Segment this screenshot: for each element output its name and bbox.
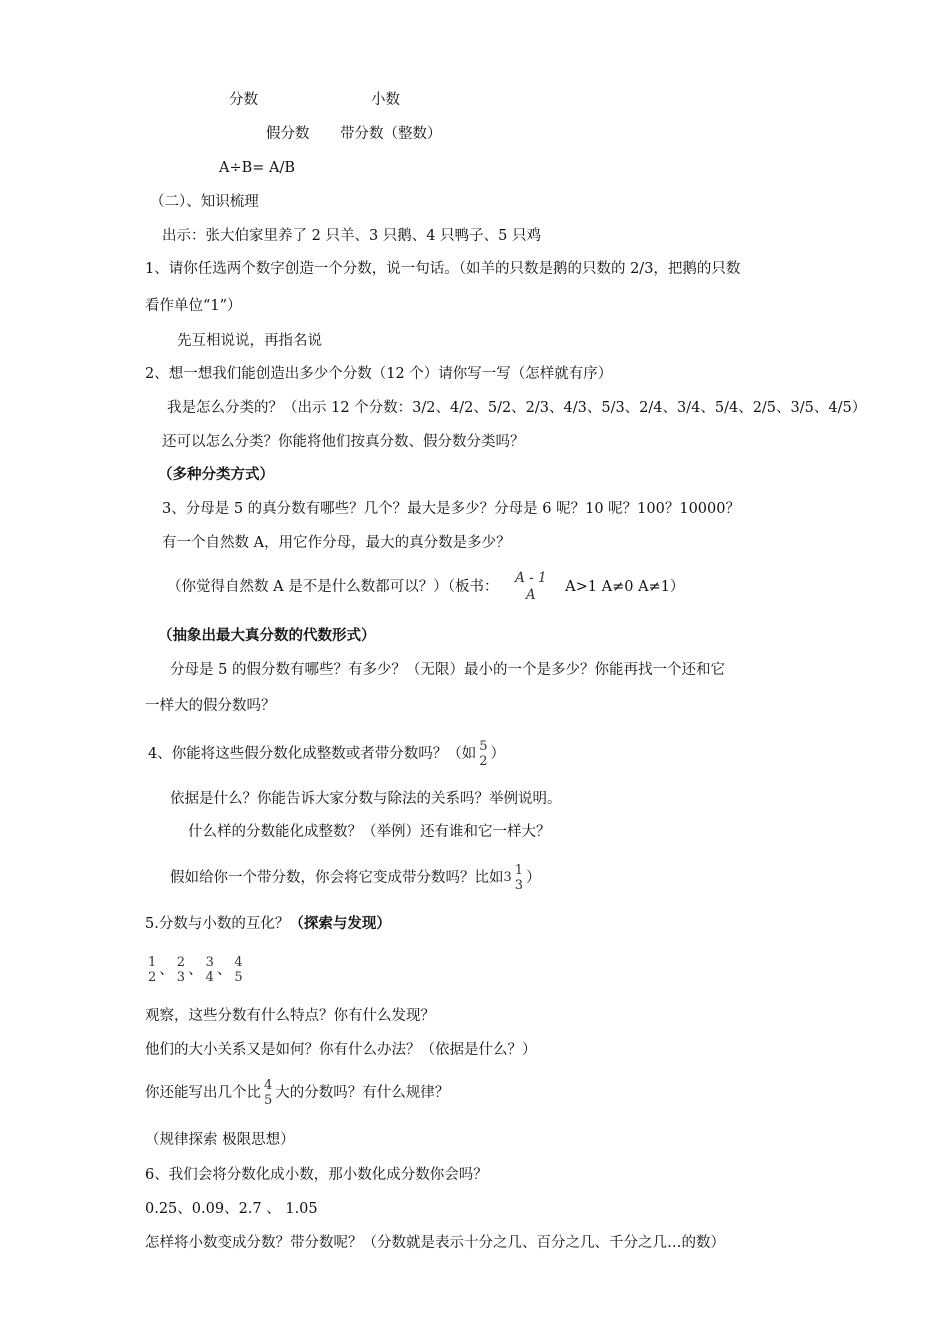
fraction-item-denominator: 4 <box>205 970 214 985</box>
q3-line4: 分母是 5 的假分数有哪些？有多少？（无限）最小的一个是多少？你能再找一个还和它 <box>170 662 725 678</box>
q4-line4-post: ） <box>526 870 541 886</box>
q3-line3-pre: （你觉得自然数 A 是不是什么数都可以？）（板书： <box>167 579 499 595</box>
diagram-decimal: 小数 <box>371 92 400 108</box>
q1-line2: 看作单位“1”） <box>145 298 242 314</box>
q4-line3: 什么样的分数能化成整数？（举例）还有谁和它一样大？ <box>188 824 551 840</box>
algebraic-fraction <box>511 570 550 604</box>
section-title: （二）、知识梳理 <box>150 194 259 210</box>
algebraic-fraction-numerator: A - 1 <box>515 570 547 586</box>
q1-line3: 先互相说说，再指名说 <box>177 333 322 349</box>
q6-line2: 0.25、0.09、2.7 、 1.05 <box>145 1201 318 1217</box>
q6-line3: 怎样将小数变成分数？带分数呢？（分数就是表示十分之几、百分之几、千分之几…的数） <box>145 1235 725 1251</box>
q3-line1: 3、分母是 5 的真分数有哪些？几个？最大是多少？分母是 6 呢？10 呢？100？10000？ <box>162 501 740 517</box>
q4-line2: 依据是什么？你能告诉大家分数与除法的关系吗？举例说明。 <box>170 791 562 807</box>
fraction-item-numerator: 4 <box>234 955 243 970</box>
compare-fraction-numerator: 4 <box>264 1078 273 1093</box>
fraction-item-numerator: 3 <box>205 955 214 970</box>
fraction-item-denominator: 5 <box>234 970 243 985</box>
q5-line3 <box>145 1073 449 1113</box>
mixed-number-fraction <box>513 863 525 893</box>
q5-line2: 他们的大小关系又是如何？你有什么办法？（依据是什么？） <box>145 1042 537 1058</box>
q5-line3-pre: 你还能写出几个比 <box>145 1085 261 1101</box>
q5-line3-post: 大的分数吗？有什么规律？ <box>275 1085 450 1101</box>
q4-line1-post: ） <box>490 746 506 762</box>
compare-fraction-denominator: 5 <box>264 1093 273 1108</box>
mixed-number-numerator: 1 <box>514 863 524 878</box>
algebraic-fraction-denominator: A <box>525 587 536 603</box>
q4-line4-pre: 假如给你一个带分数，你会将它变成带分数吗？比如 <box>170 870 504 886</box>
fraction-item-numerator: 1 <box>148 955 157 970</box>
q2-line1: 2、想一想我们能创造出多少个分数（12 个）请你写一写（怎样就有序） <box>145 366 613 382</box>
q5-fraction-list <box>145 950 246 990</box>
q3-line5: 一样大的假分数吗？ <box>145 698 276 714</box>
fraction-separator: 、 <box>216 962 232 978</box>
fraction-item <box>232 955 244 985</box>
diagram-formula: A÷B= A/B <box>219 160 296 176</box>
fraction-separator: 、 <box>188 962 203 978</box>
fraction-item-denominator: 2 <box>148 970 157 985</box>
q5-title-note: （探索与发现） <box>289 915 391 932</box>
q5-title-pre: 5.分数与小数的互化？ <box>145 916 290 932</box>
q4-line1-pre: 4、你能将这些假分数化成整数或者带分数吗？（如 <box>148 746 477 762</box>
fraction-separator: 、 <box>159 962 174 978</box>
q4-line1 <box>148 734 505 774</box>
diagram-mixed: 带分数（整数） <box>340 126 442 142</box>
compare-fraction <box>262 1078 274 1108</box>
q1-line1: 1、请你任选两个数字创造一个分数，说一句话。（如羊的只数是鹅的只数的 2/3，把鹅的只数 <box>145 261 741 277</box>
q5-note: （规律探索 极限思想） <box>145 1132 295 1148</box>
q6-line1: 6、我们会将分数化成小数，那小数化成分数你会吗？ <box>145 1167 488 1183</box>
fraction-item-numerator: 2 <box>176 955 186 970</box>
q3-line2: 有一个自然数 A，用它作分母，最大的真分数是多少？ <box>162 535 511 551</box>
example-fraction <box>477 739 489 769</box>
example-fraction-denominator: 2 <box>479 754 488 769</box>
diagram-improper: 假分数 <box>266 126 310 142</box>
q4-line4 <box>170 858 541 898</box>
mixed-number-denominator: 3 <box>514 878 524 893</box>
fraction-item <box>175 955 187 985</box>
fraction-item <box>204 955 216 985</box>
q2-line3: 还可以怎么分类？你能将他们按真分数、假分数分类吗？ <box>162 434 525 450</box>
fraction-item <box>146 955 158 985</box>
q5-title <box>145 914 391 934</box>
q2-line2: 我是怎么分类的？（出示 12 个分数：3/2、4/2、5/2、2/3、4/3、5/3、2/4、3/4、5/4、2/5、3/5、4/5） <box>167 400 867 416</box>
diagram-fraction: 分数 <box>229 92 258 108</box>
q3-note: （抽象出最大真分数的代数形式） <box>158 627 376 644</box>
q2-note: （多种分类方式） <box>158 466 274 483</box>
q5-line1: 观察，这些分数有什么特点？你有什么发现？ <box>145 1008 435 1024</box>
example-fraction-numerator: 5 <box>479 739 488 754</box>
fraction-item-denominator: 3 <box>176 970 186 985</box>
mixed-number-whole: 3 <box>503 870 512 885</box>
q3-line3 <box>167 567 684 607</box>
q3-line3-post: A>1 A≠0 A≠1） <box>565 579 685 595</box>
show-line: 出示：张大伯家里养了 2 只羊、3 只鹅、4 只鸭子、5 只鸡 <box>162 228 541 244</box>
